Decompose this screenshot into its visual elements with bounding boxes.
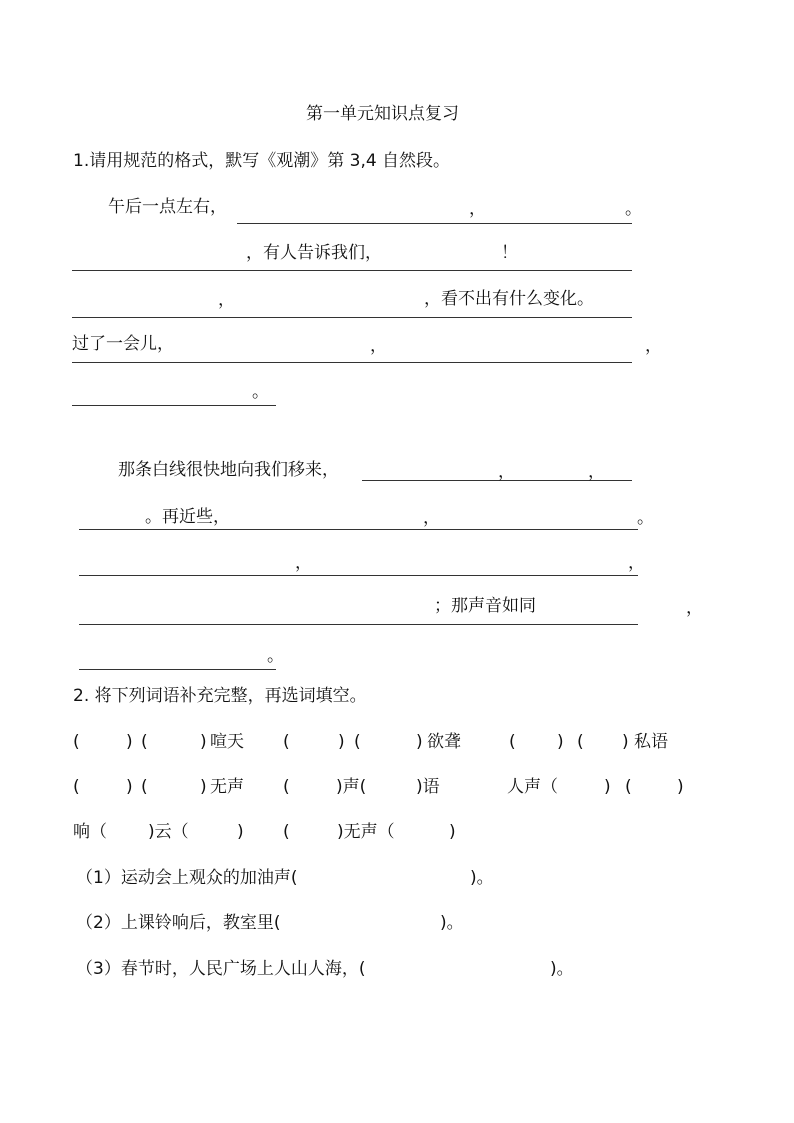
p4-row2-comma: ， <box>423 508 440 528</box>
p3-row3-comma: ， <box>218 290 235 310</box>
fill-item-3: （3）春节时，人民广场上人山人海，( <box>76 959 366 979</box>
fill-item-1: （1）运动会上观众的加油声( <box>76 868 298 888</box>
p3-row1-period: 。 <box>625 199 642 219</box>
paren-open: ( <box>73 777 80 797</box>
p4-row3-comma1: ， <box>295 553 312 573</box>
blank-line[interactable] <box>72 405 276 406</box>
idiom-middle: )无声（ <box>337 822 395 842</box>
idiom-prefix: 响（ <box>73 822 107 842</box>
p4-row3-comma2: ， <box>628 553 645 573</box>
idiom-suffix: 欲聋 <box>427 732 461 752</box>
p3-row2-text: ，有人告诉我们， <box>246 243 382 263</box>
paren-close: ) <box>126 732 133 752</box>
page-title: 第一单元知识点复习 <box>306 104 459 124</box>
paren-open: ( <box>354 732 361 752</box>
paren-open: ( <box>283 822 290 842</box>
p4-row2-text: 。再近些， <box>145 507 230 527</box>
fill-item-1-close: )。 <box>470 868 494 888</box>
blank-line[interactable] <box>79 529 638 530</box>
p4-row4-text: ；那声音如同 <box>434 596 536 616</box>
paren-open: ( <box>73 732 80 752</box>
p3-row1-comma: ， <box>469 199 486 219</box>
fill-item-2-close: )。 <box>440 913 464 933</box>
p3-row2-exclamation: ！ <box>501 243 518 263</box>
paren-open: ( <box>625 777 632 797</box>
question-2-heading: 2. 将下列词语补充完整，再选词填空。 <box>73 686 367 706</box>
idiom-suffix: )语 <box>416 777 440 797</box>
blank-line[interactable] <box>237 223 632 224</box>
paren-close: ) <box>200 732 207 752</box>
idiom-suffix: 私语 <box>634 732 668 752</box>
paren-close: ) <box>449 822 456 842</box>
p4-row2-period: 。 <box>637 508 654 528</box>
p4-row5-period: 。 <box>267 646 284 666</box>
paren-open: ( <box>141 732 148 752</box>
paren-open: ( <box>509 732 516 752</box>
blank-line[interactable] <box>79 575 638 576</box>
idiom-suffix: 喧天 <box>210 732 244 752</box>
p4-row1-comma2: ， <box>588 462 605 482</box>
blank-line[interactable] <box>72 317 632 318</box>
fill-item-2: （2）上课铃响后，教室里( <box>76 913 281 933</box>
paren-close: ) <box>677 777 684 797</box>
idiom-prefix: 人声（ <box>507 777 558 797</box>
blank-line[interactable] <box>72 270 632 271</box>
paren-close: ) <box>557 732 564 752</box>
p3-row4-comma2: ， <box>645 336 662 356</box>
blank-line[interactable] <box>79 669 276 670</box>
p4-row1-start: 那条白线很快地向我们移来， <box>118 460 339 480</box>
idiom-suffix: 无声 <box>210 777 244 797</box>
paren-close: ) <box>200 777 207 797</box>
p4-row4-comma: ， <box>686 598 703 618</box>
p4-row1-comma1: ， <box>498 462 515 482</box>
p3-row4-start: 过了一会儿， <box>72 334 174 354</box>
blank-line[interactable] <box>72 362 632 363</box>
p3-row1-start: 午后一点左右， <box>108 197 227 217</box>
idiom-middle: )云（ <box>148 822 189 842</box>
paren-close: ) <box>237 822 244 842</box>
paren-open: ( <box>283 777 290 797</box>
paren-open: ( <box>283 732 290 752</box>
paren-close: ) <box>126 777 133 797</box>
paren-close: ) <box>604 777 611 797</box>
blank-line[interactable] <box>79 624 638 625</box>
idiom-middle: )声( <box>336 777 367 797</box>
p3-row5-period: 。 <box>252 382 269 402</box>
paren-close: ) <box>622 732 629 752</box>
paren-open: ( <box>141 777 148 797</box>
question-1-heading: 1.请用规范的格式，默写《观潮》第 3,4 自然段。 <box>73 151 451 171</box>
paren-close: ) <box>338 732 345 752</box>
paren-open: ( <box>577 732 584 752</box>
p3-row3-text: ，看不出有什么变化。 <box>424 289 594 309</box>
paren-close: ) <box>416 732 423 752</box>
fill-item-3-close: )。 <box>550 959 574 979</box>
p3-row4-comma1: ， <box>370 336 387 356</box>
